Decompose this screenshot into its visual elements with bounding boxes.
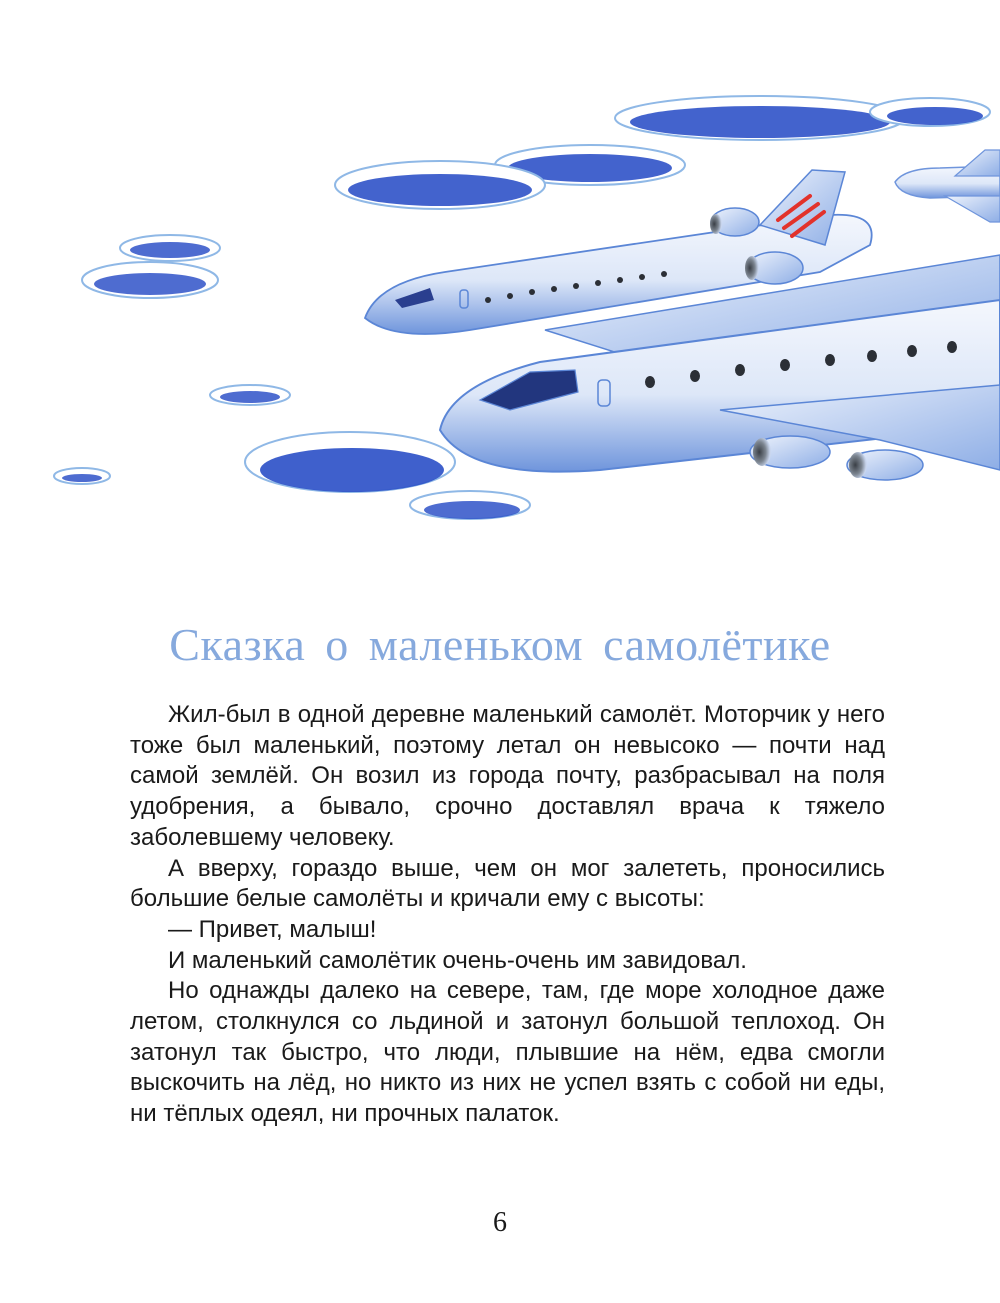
- paragraph: А вверху, гораздо выше, чем он мог залететь, проносились большие белые самолёты и кричали ему с высоты:: [130, 854, 885, 913]
- paragraph: И маленький самолётик очень-очень им завидовал.: [168, 946, 747, 974]
- paragraph: Жил-был в одной деревне маленький самолёт. Моторчик у него тоже был маленький, поэтому летал он невысоко — почти над самой землёй. Он возил из города почту, разбрасывал на поля удобрения, а бывало, срочно доставлял врача к тяжело заболевшему человеку.: [130, 701, 885, 851]
- paragraph: — Привет, малыш!: [168, 915, 377, 943]
- story-text: [130, 700, 885, 1130]
- cloud: [82, 235, 220, 298]
- cloud: [210, 385, 290, 405]
- distant-airplane: [895, 150, 1000, 222]
- cloud: [54, 468, 110, 484]
- story-title: Сказка о маленьком самолётике: [169, 619, 831, 670]
- page-number: 6: [493, 1207, 507, 1238]
- paragraph: Но однажды далеко на севере, там, где море холодное даже летом, столкнулся со льдиной и затонул большой теплоход. Он затонул так быстро, что люди, плывшие на нём, едва смогли выскочить на лёд, но никто из них не успел взять с собой ни еды, ни тёплых одеял, ни прочных палаток.: [130, 977, 885, 1128]
- cloud: [335, 161, 545, 209]
- airplanes-illustration: [0, 0, 1000, 560]
- cloud: [615, 96, 990, 140]
